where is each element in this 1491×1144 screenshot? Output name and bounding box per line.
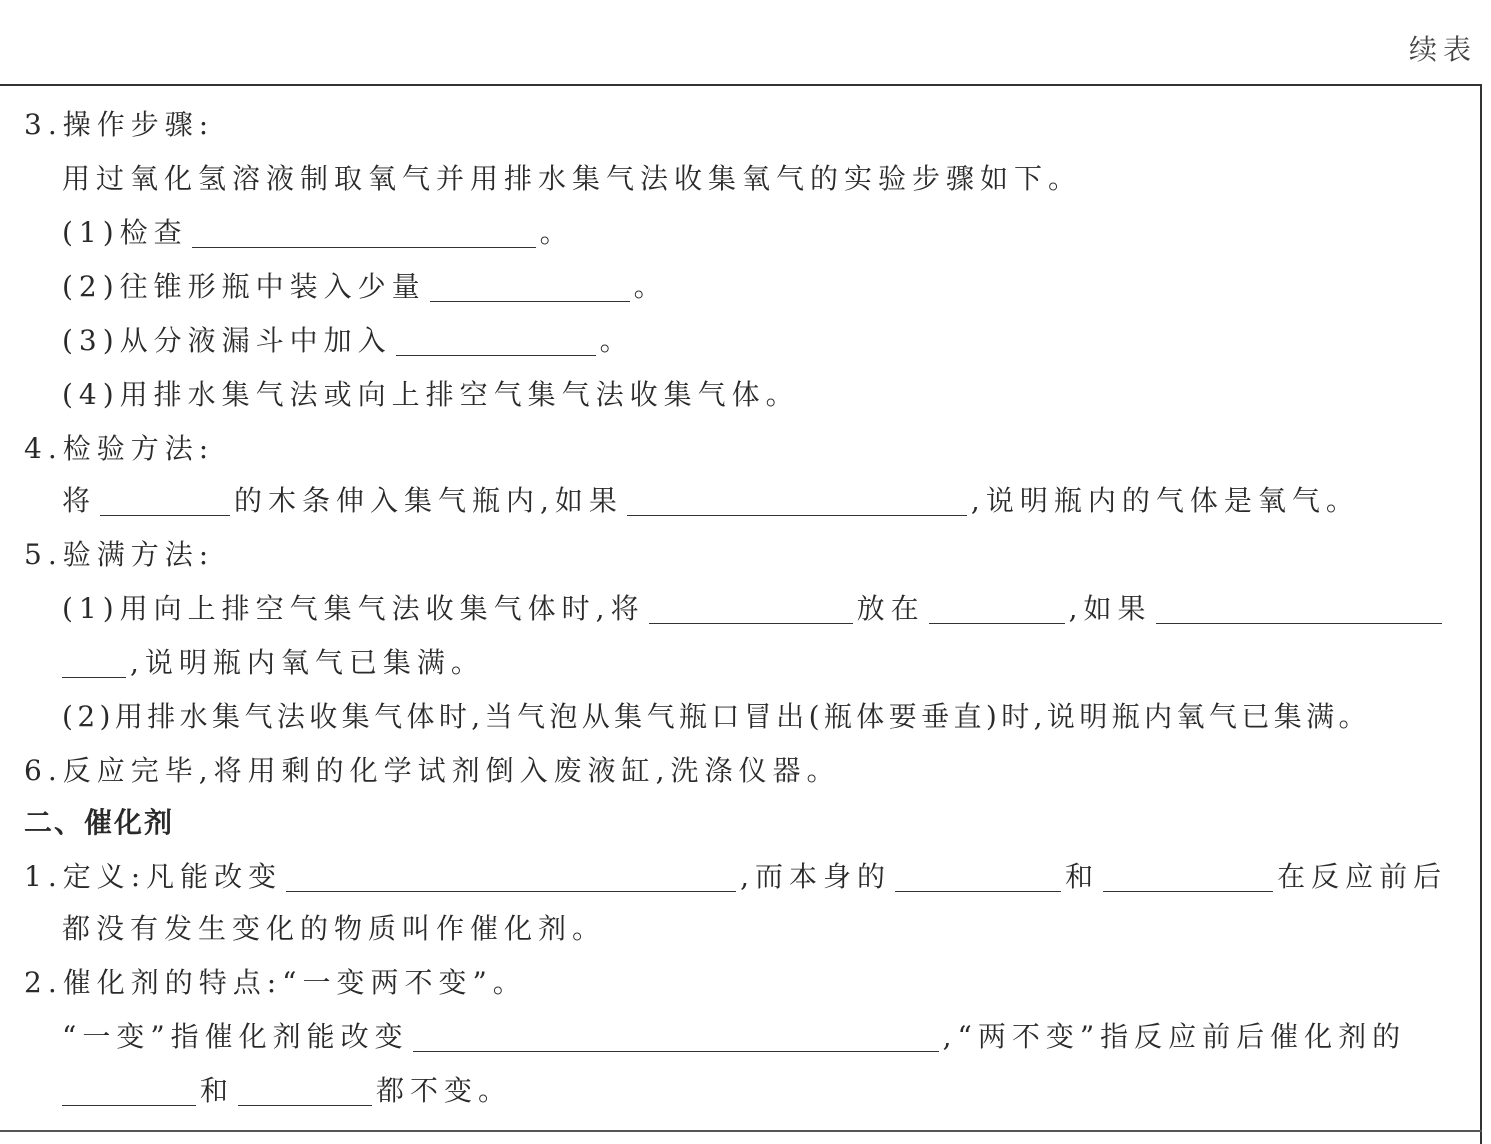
step-6: 6.反应完毕,将用剩的化学试剂倒入废液缸,洗涤仪器。 [24,754,841,787]
blank-full-1[interactable] [649,597,853,624]
blank-full-2[interactable] [929,597,1065,624]
blank-def-2[interactable] [895,865,1061,892]
step-3-prefix: (3)从分液漏斗中加入 [62,324,392,357]
feature-part-4: 都不变。 [376,1074,513,1107]
test-part-3: ,说明瓶内的气体是氧气。 [970,484,1360,517]
full-m1-part-4: ,说明瓶内氧气已集满。 [130,646,485,679]
full-method-1-cont [62,646,485,680]
full-method-1 [62,592,1446,626]
blank-def-3[interactable] [1103,865,1273,892]
step-3-suffix: 。 [599,324,634,357]
blank-step-1[interactable] [192,221,536,248]
test-method [62,484,1360,518]
blank-full-3[interactable] [1156,597,1442,624]
step-1-suffix: 。 [539,216,574,249]
full-section-title: 5.验满方法: [24,538,215,571]
blank-test-1[interactable] [100,489,230,516]
catalyst-heading: 二、催化剂 [24,806,175,839]
test-part-1: 将 [62,484,97,517]
feature-part-2: ,“两不变”指反应前后催化剂的 [942,1020,1407,1053]
full-m1-part-1: (1)用向上排空气集气法收集气体时,将 [62,592,645,625]
catalyst-feature [62,1020,1406,1054]
blank-step-2[interactable] [430,275,630,302]
bottom-rule [0,1130,1482,1132]
feature-part-3: 和 [200,1074,235,1107]
step-3 [62,324,634,358]
blank-test-2[interactable] [627,489,967,516]
step-2-prefix: (2)往锥形瓶中装入少量 [62,270,426,303]
catalyst-feature-title: 2.催化剂的特点:“一变两不变”。 [24,966,527,999]
catalyst-feature-cont [62,1074,512,1108]
continued-label: 续表 [1408,33,1477,66]
full-m1-part-3: ,如果 [1068,592,1152,625]
def-part-2: ,而本身的 [740,860,892,893]
step-2-suffix: 。 [633,270,668,303]
step-section-title: 3.操作步骤: [24,108,215,141]
blank-feature-2[interactable] [62,1079,196,1106]
full-method-2: (2)用排水集气法收集气体时,当气泡从集气瓶口冒出(瓶体要垂直)时,说明瓶内氧气已集满。 [62,700,1371,733]
catalyst-definition [24,860,1447,894]
def-part-1: 1.定义:凡能改变 [24,860,283,893]
test-part-2: 的木条伸入集气瓶内,如果 [234,484,623,517]
full-m1-part-2: 放在 [856,592,925,625]
step-4: (4)用排水集气法或向上排空气集气法收集气体。 [62,378,800,411]
blank-full-3-cont[interactable] [62,651,126,678]
blank-feature-1[interactable] [413,1025,939,1052]
blank-step-3[interactable] [396,329,596,356]
step-1-prefix: (1)检查 [62,216,188,249]
def-part-3: 和 [1065,860,1100,893]
test-section-title: 4.检验方法: [24,432,215,465]
step-intro: 用过氧化氢溶液制取氧气并用排水集气法收集氧气的实验步骤如下。 [62,162,1083,195]
blank-feature-3[interactable] [238,1079,372,1106]
catalyst-definition-cont: 都没有发生变化的物质叫作催化剂。 [62,912,607,945]
feature-part-1: “一变”指催化剂能改变 [62,1020,409,1053]
step-2 [62,270,668,304]
def-part-4: 在反应前后 [1277,860,1448,893]
blank-def-1[interactable] [286,865,736,892]
step-1 [62,216,574,250]
